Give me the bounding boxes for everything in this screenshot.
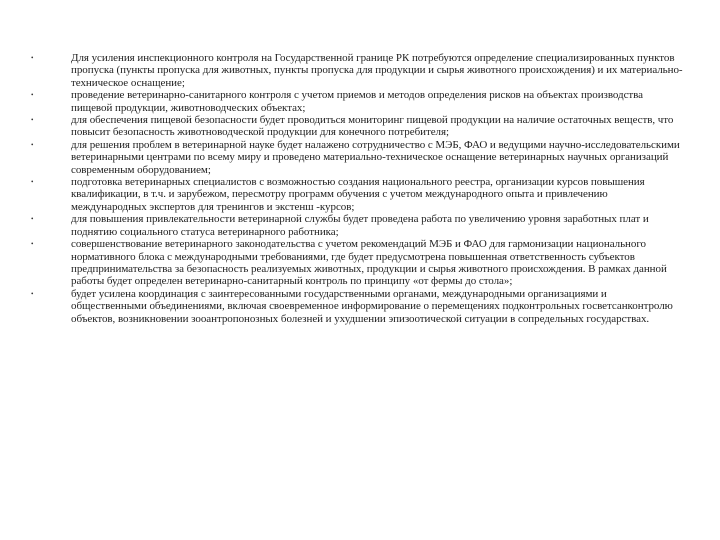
list-item (30, 114, 685, 139)
bullet-icon: • (31, 240, 34, 249)
bullet-icon: • (31, 54, 34, 62)
list-item (30, 176, 685, 213)
list-item-text: проведение ветеринарно-санитарного контроля с учетом приемов и методов определения рисков на объектах производства пищевой продукции, животноводческих объектах; (71, 89, 644, 114)
bullet-icon: • (31, 178, 34, 187)
bullet-icon: • (31, 116, 34, 125)
list-item-text: для обеспечения пищевой безопасности будет проводиться мониторинг пищевой продукции на наличие остаточных веществ, что повысит безопасность животноводческой продукции для конечного потребителя; (71, 114, 674, 139)
bullet-icon: • (31, 289, 34, 298)
list-item-text: совершенствование ветеринарного законодательства с учетом рекомендаций МЭБ и ФАО для гармонизации национального нормативного блока с международными требованиями, где будет предусмотрена повышенная ответственность субъектов предпринимательства за безопасность реализуемых животных, продукции и сырья животного происхождения. В рамках данной работы будет определен ветеринарно-санитарный контроль по принципу «от фермы до стола»; (71, 238, 667, 288)
list-item (30, 139, 685, 176)
list-item (30, 288, 685, 325)
list-item-text: Для усиления инспекционного контроля на Государственной границе РК потребуются определение специализированных пунктов пропуска (пункты пропуска для животных, пункты пропуска для продукции и сырья животного происхождения) и их материально-техническое оснащение; (71, 52, 683, 89)
list-item (30, 89, 685, 114)
list-item-text: для повышения привлекательности ветеринарной службы будет проведена работа по увеличению уровня заработных плат и поднятию социального статуса ветеринарного работника; (71, 213, 649, 238)
list-item (30, 238, 685, 288)
list-item-text: подготовка ветеринарных специалистов с возможностью создания национального реестра, организации курсов повышения квалификации, в т.ч. и зарубежом, пересмотру программ обучения с учетом международного опыта и привлечению международных экспертов для тренингов и экстенш -курсов; (71, 176, 645, 213)
list-item-text: для решения проблем в ветеринарной науке будет налажено сотрудничество с МЭБ, ФАО и ведущими научно-исследовательскими ветеринарными центрами по всему миру и проведено материально-техническое оснащение ветеринарных научных организаций современным оборудованием; (71, 138, 680, 176)
bullet-icon: • (31, 140, 34, 149)
bullet-icon: • (31, 91, 34, 100)
list-item (30, 52, 685, 89)
bullet-list (30, 52, 685, 325)
list-item (30, 213, 685, 238)
bullet-icon: • (31, 215, 34, 224)
list-item-text: будет усилена координация с заинтересованными государственными органами, международными организациями и общественными объединениями, включая своевременное информирование о перемещениях подконтрольных госветсанконтролю объектов, возникновении зооантропонозных болезней и ухудшении эпизоотической ситуации в сопредельных государствах. (71, 287, 673, 325)
